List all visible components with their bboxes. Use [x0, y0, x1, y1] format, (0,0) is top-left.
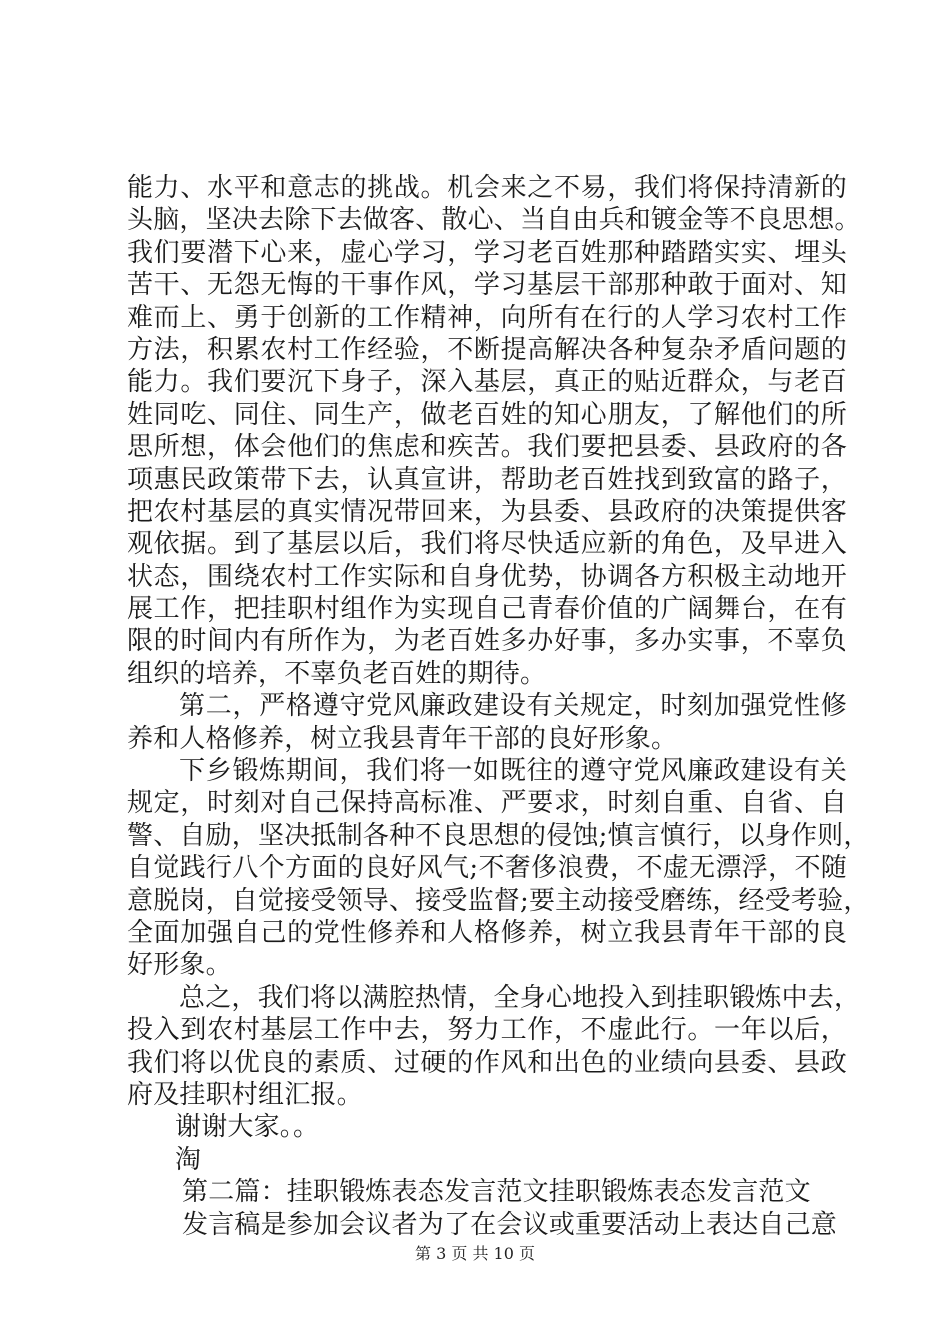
text-line: 能力。我们要沉下身子，深入基层，真正的贴近群众，与老百 — [127, 367, 847, 398]
stray-character: 淘 — [175, 1144, 202, 1175]
page-footer: 第 3 页 共 10 页 — [415, 1244, 535, 1263]
text-line: 规定，时刻对自己保持高标准、严要求，时刻自重、自省、自 — [127, 788, 847, 819]
text-line: 展工作，把挂职村组作为实现自己青春价值的广阔舞台，在有 — [127, 594, 847, 625]
text-line: 意脱岗，自觉接受领导、接受监督;要主动接受磨练，经受考验， — [127, 885, 870, 916]
text-line: 限的时间内有所作为，为老百姓多办好事，多办实事，不辜负 — [127, 626, 847, 657]
text-line: 方法，积累农村工作经验，不断提高解决各种复杂矛盾问题的 — [127, 334, 847, 365]
text-line: 状态，围绕农村工作实际和自身优势，协调各方积极主动地开 — [127, 561, 847, 592]
text-line: 能力、水平和意志的挑战。机会来之不易，我们将保持清新的 — [127, 173, 847, 203]
closing-thanks: 谢谢大家。。 — [175, 1112, 320, 1143]
paragraph-start: 总之，我们将以满腔热情，全身心地投入到挂职锻炼中去， — [179, 982, 861, 1013]
text-line: 我们将以优良的素质、过硬的作风和出色的业绩向县委、县政 — [127, 1047, 847, 1078]
paragraph-start: 下乡锻炼期间，我们将一如既往的遵守党风廉政建设有关 — [179, 756, 847, 787]
text-line: 难而上、勇于创新的工作精神，向所有在行的人学习农村工作 — [127, 302, 847, 333]
text-line: 思所想，体会他们的焦虑和疾苦。我们要把县委、县政府的各 — [127, 432, 847, 463]
text-line: 好形象。 — [127, 950, 232, 981]
text-line: 把农村基层的真实情况带回来，为县委、县政府的决策提供客 — [127, 496, 847, 527]
text-line: 观依据。到了基层以后，我们将尽快适应新的角色，及早进入 — [127, 529, 847, 560]
text-line: 府及挂职村组汇报。 — [127, 1079, 363, 1110]
text-line: 苦干、无怨无悔的干事作风，学习基层干部那种敢于面对、知 — [127, 270, 847, 301]
text-line: 姓同吃、同住、同生产，做老百姓的知心朋友，了解他们的所 — [127, 399, 847, 430]
text-line: 全面加强自己的党性修养和人格修养，树立我县青年干部的良 — [127, 917, 847, 948]
paragraph-start: 发言稿是参加会议者为了在会议或重要活动上表达自己意 — [182, 1209, 838, 1240]
text-line: 养和人格修养，树立我县青年干部的良好形象。 — [127, 723, 678, 754]
text-line: 投入到农村基层工作中去，努力工作，不虚此行。一年以后， — [127, 1015, 847, 1046]
text-line: 我们要潜下心来，虚心学习，学习老百姓那种踏踏实实、埋头 — [127, 237, 847, 268]
text-line: 头脑，坚决去除下去做客、散心、当自由兵和镀金等不良思想。 — [127, 205, 861, 236]
document-body — [127, 172, 870, 1241]
text-line: 警、自励，坚决抵制各种不良思想的侵蚀;慎言慎行，以身作则， — [127, 820, 870, 851]
paragraph-heading-second: 第二，严格遵守党风廉政建设有关规定，时刻加强党性修 — [179, 691, 847, 722]
text-line: 自觉践行八个方面的良好风气;不奢侈浪费，不虚无漂浮，不随 — [127, 853, 847, 884]
text-line: 组织的培养，不辜负老百姓的期待。 — [127, 658, 547, 689]
text-line: 项惠民政策带下去，认真宣讲，帮助老百姓找到致富的路子， — [127, 464, 847, 495]
section-title-second: 第二篇：挂职锻炼表态发言范文挂职锻炼表态发言范文 — [182, 1177, 811, 1208]
